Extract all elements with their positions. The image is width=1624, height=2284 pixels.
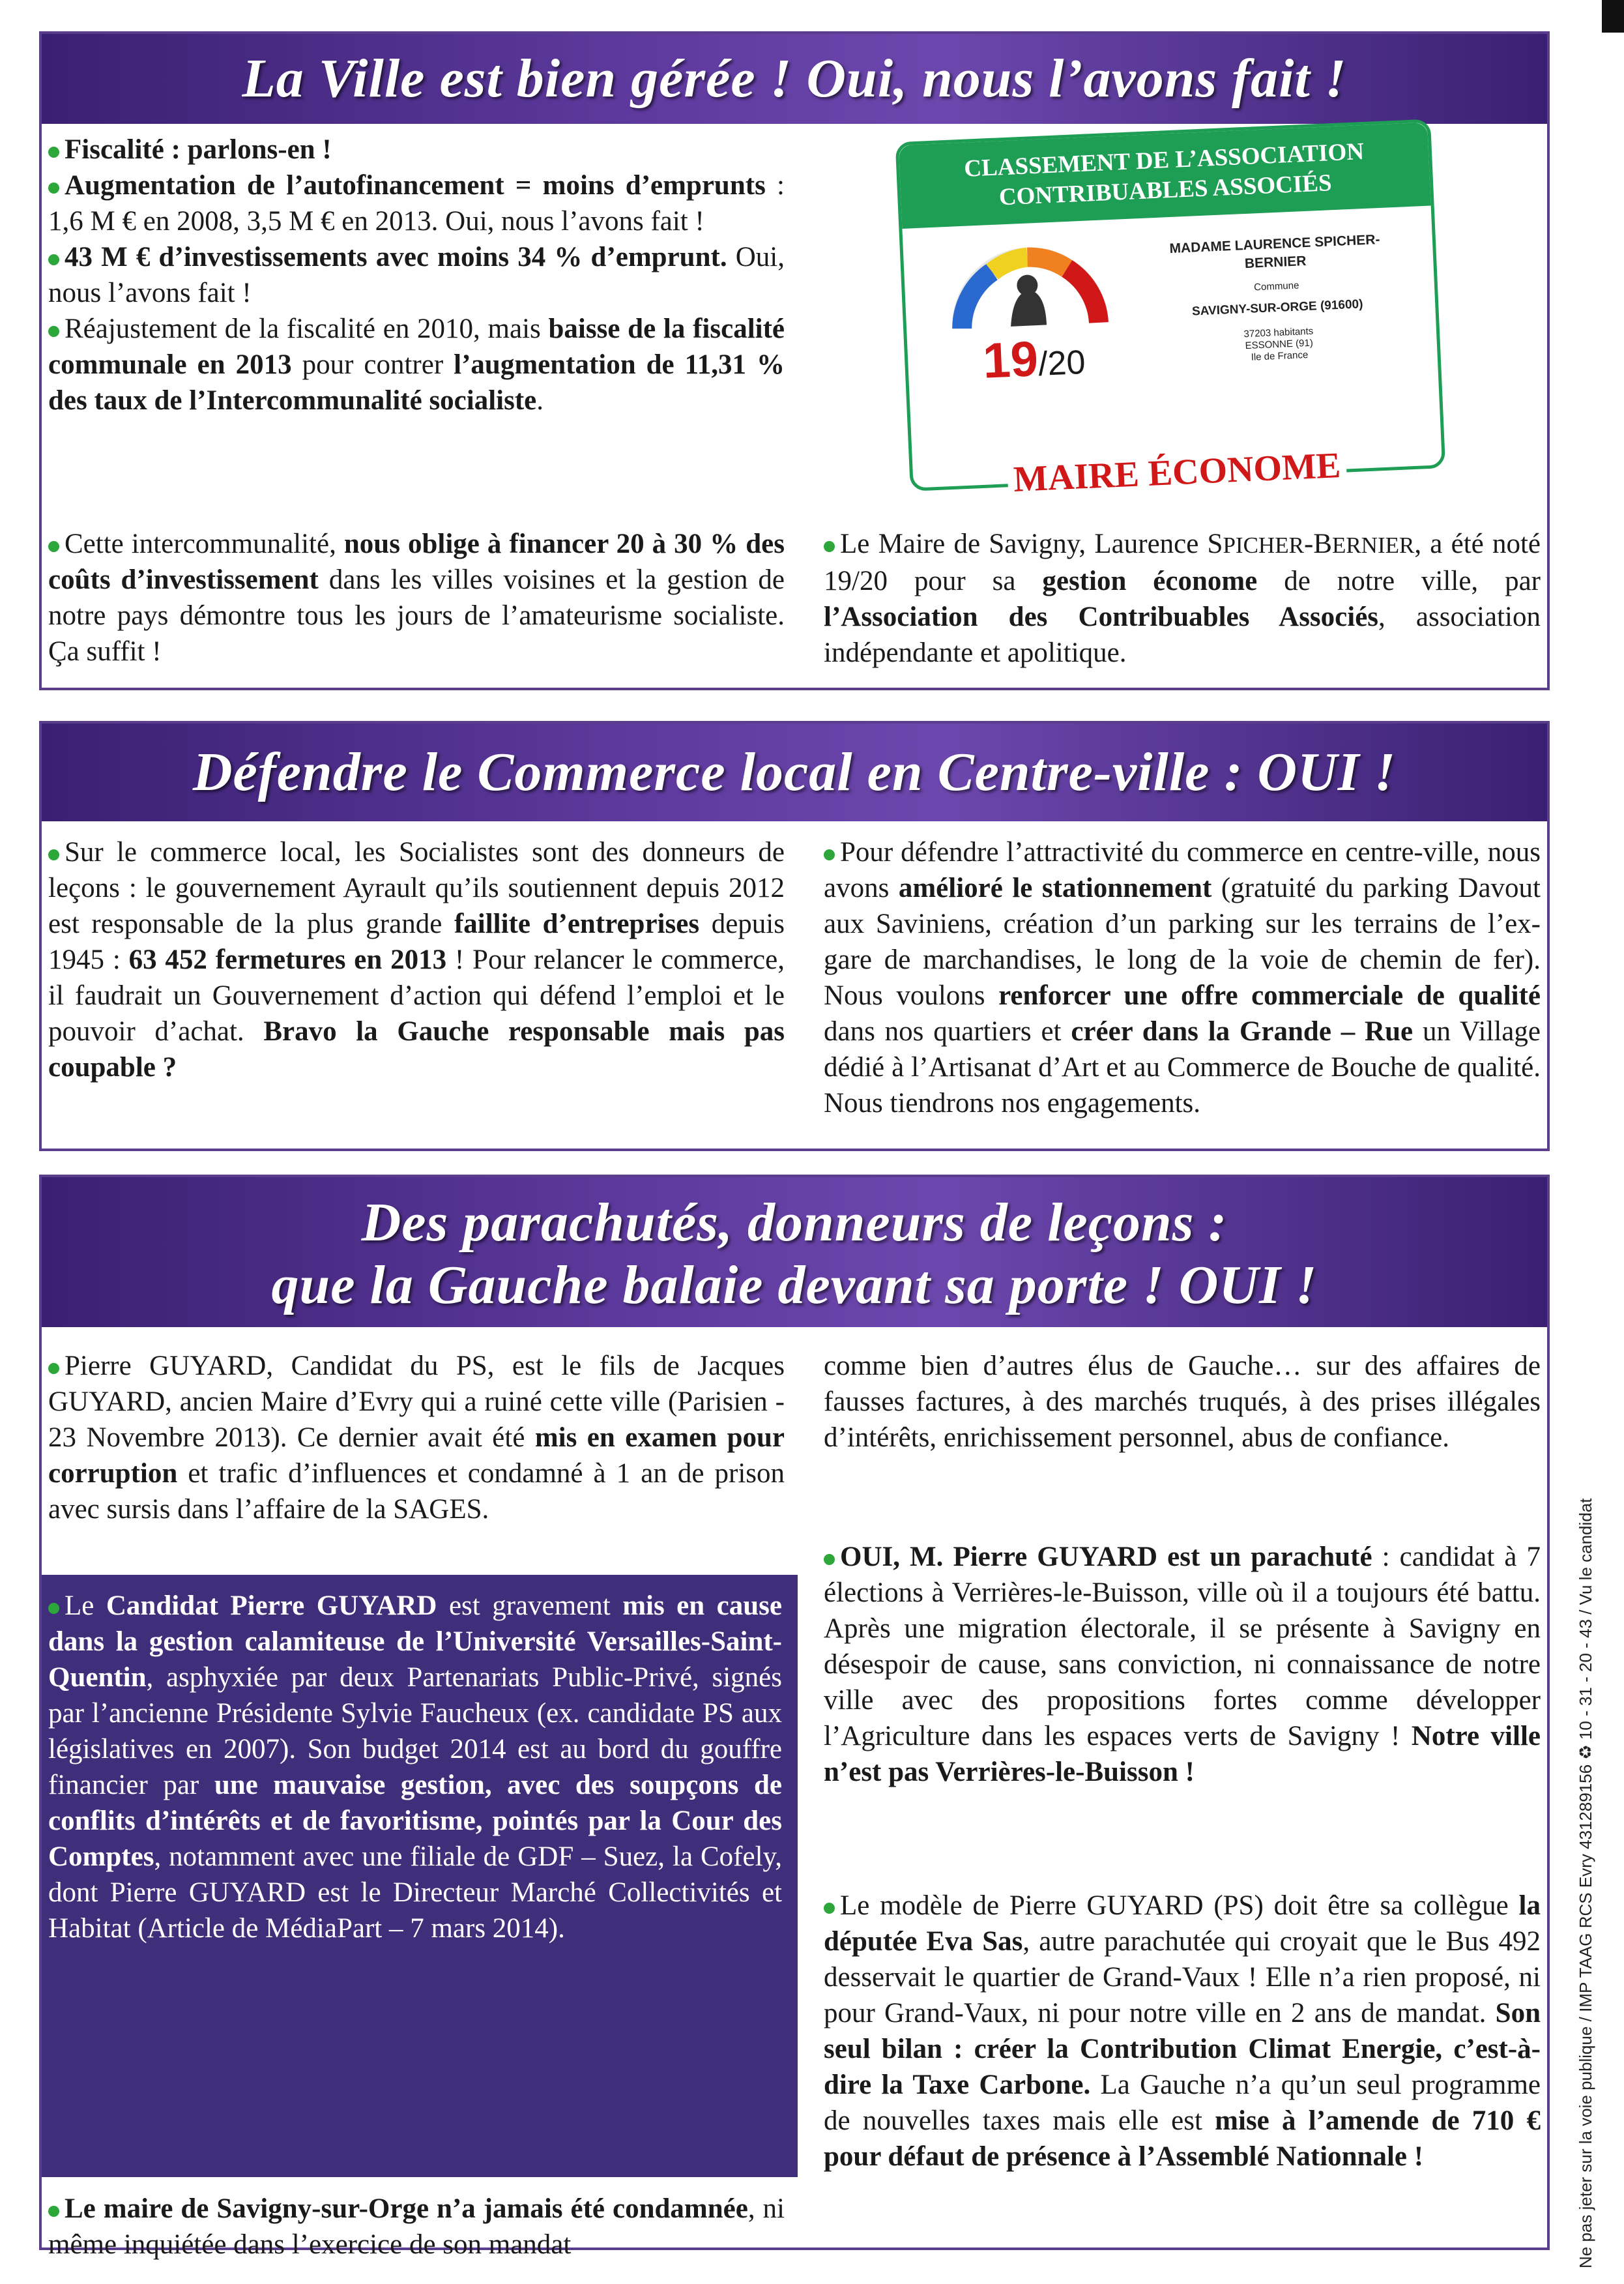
bullet-icon [48, 849, 59, 860]
commerce-text-left: Sur le commerce local, les Socialistes sont des donneurs de leçons : le gouvernement Ayrault qu’ils soutiennent depuis 2012 est responsable de la plus grande faillite d’entreprises depuis 1945 : 63 452 fermetures en 2013 ! Pour relancer le commerce, il faudrait un Gouvernement d’action qui défend l’emploi et le pouvoir d’achat. Bravo la Gauche responsable mais pas coupable ? [48, 837, 785, 1083]
department: ESSONNE (91) [1245, 337, 1314, 352]
bullet-icon [48, 254, 59, 265]
affairs-text: comme bien d’autres élus de Gauche… sur des affaires de fausses factures, à des marchés truqués, à des prises illégales d’intérêts, enrichissement personnel, abus de confiance. [824, 1351, 1541, 1453]
ranking-badge [895, 119, 1450, 523]
bullet-icon [48, 2206, 59, 2217]
legal-notice: Ne pas jeter sur la voie publique / IMP TAAG RCS Evry 431289156 ♻ 10 - 31 - 20 - 43 / Vu le candidat [1576, 1498, 1595, 2268]
inhabitants: 37203 habitants [1243, 325, 1314, 340]
region: Ile de France [1251, 349, 1309, 363]
mayor-record-text: Le maire de Savigny-sur-Orge n’a jamais été condamnée, ni même inquiétée dans l’exercice de son mandat [48, 2193, 785, 2260]
bullet-icon [824, 1554, 835, 1565]
section-local-commerce [39, 721, 1550, 1151]
section-title: Défendre le Commerce local en Centre-ville : OUI ! [42, 724, 1547, 821]
commerce-text-right: Pour défendre l’attractivité du commerce en centre-ville, nous avons amélioré le stationnement (gratuité du parking Davout aux Saviniens, création d’un parking sur les terrains de l’ex-gare de marchandises, le long de la voie de chemin de fer). Nous voulons renforcer une offre commerciale de qualité dans nos quartiers et créer dans la Grande – Rue un Village dédié à l’Artisanat d’Art et au Commerce de Bouche de qualité. Nous tiendrons nos engagements. [824, 837, 1541, 1119]
bullet-icon [48, 326, 59, 337]
university-box: Le Candidat Pierre GUYARD est gravement mis en cause dans la gestion calamiteuse de l’Université Versailles-Saint-Quentin, asphyxiée par deux Partenariats Public-Privé, signés par l’ancienne Présidente Sylvie Faucheux (ex. candidate PS aux législatives en 2007). Son budget 2014 est au bord du gouffre financier par une mauvaise gestion, avec des soupçons de conflits d’intérêts et de favoritisme, pointés par la Cour des Comptes, notamment avec une filiale de GDF – Suez, la Cofely, dont Pierre GUYARD est le Directeur Marché Collectivités et Habitat (Article de MédiaPart – 7 mars 2014). [42, 1575, 798, 2177]
mayor-name: MADAME LAURENCE SPICHER-BERNIER [1169, 232, 1380, 272]
bullet-icon [48, 183, 59, 194]
registration-mark [1602, 0, 1624, 33]
gauge-icon [946, 237, 1112, 336]
commune-name: SAVIGNY-SUR-ORGE (91600) [1191, 297, 1363, 319]
bullet-icon [824, 849, 835, 860]
section-parachuted [39, 1175, 1550, 2260]
bullet-icon [48, 1603, 59, 1614]
badge-header: CLASSEMENT DE L’ASSOCIATION CONTRIBUABLES ASSOCIÉS [899, 123, 1431, 229]
section-city-management [39, 31, 1550, 690]
commune-label: Commune [1253, 280, 1299, 293]
bullet-icon [48, 1363, 59, 1374]
mayor-rating-text: Le Maire de Savigny, Laurence SPICHER-BERNIER, a été noté 19/20 pour sa gestion économe de notre ville, par l’Association des Contribuables Associés, association indépendante et apolitique. [824, 529, 1541, 668]
section-title: La Ville est bien gérée ! Oui, nous l’avons fait ! [42, 34, 1547, 124]
section-title: Des parachutés, donneurs de leçons : que la Gauche balaie devant sa porte ! OUI ! [42, 1177, 1547, 1327]
badge-footer: MAIRE ÉCONOME [1007, 443, 1348, 503]
bullet-icon [48, 147, 59, 158]
bullet-icon [824, 541, 835, 552]
fiscal-text-left: Fiscalité : parlons-en ! Augmentation de l’autofinancement = moins d’emprunts : 1,6 M € en 2008, 3,5 M € en 2013. Oui, nous l’avons fait ! 43 M € d’investissements avec moins 34 % d’emprunt. Oui, nous l’avons fait ! Réajustement de la fiscalité en 2010, mais baisse de la fiscalité communale en 2013 pour contrer l’augmentation de 11,31 % des taux de l’Intercommunalité socialiste. [48, 134, 785, 416]
guyard-father-text: Pierre GUYARD, Candidat du PS, est le fils de Jacques GUYARD, ancien Maire d’Evry qui a ruiné cette ville (Parisien - 23 Novembre 2013). Ce dernier avait été mis en examen pour corruption et trafic d’influences et condamné à 1 an de prison avec sursis dans l’affaire de la SAGES. [48, 1351, 785, 1525]
eva-sas-text: Le modèle de Pierre GUYARD (PS) doit être sa collègue la députée Eva Sas, autre parachutée qui croyait que le Bus 492 desservait le quartier de Grand-Vaux ! Elle n’a rien proposé, ni pour Grand-Vaux, ni pour notre ville en 2 ans de mandat. Son seul bilan : créer la Contribution Climat Energie, c’est-à-dire la Taxe Carbone. La Gauche n’a qu’un seul programme de nouvelles taxes mais elle est mise à l’amende de 710 € pour défaut de présence à l’Assemblé Nationnale ! [824, 1890, 1541, 2172]
score-value: 19 [981, 331, 1039, 389]
score-max: /20 [1037, 343, 1086, 384]
intercommunality-text: Cette intercommunalité, nous oblige à financer 20 à 30 % des coûts d’investissement dans les villes voisines et la gestion de notre pays démontre tous les jours de l’amateurisme socialiste. Ça suffit ! [48, 529, 785, 667]
parachuted-text: OUI, M. Pierre GUYARD est un parachuté : candidat à 7 élections à Verrières-le-Buisson, ville où il a toujours été battu. Après une migration électorale, il se présente à Savigny en désespoir de cause, sans conviction, ni connaissance de notre ville avec des propositions fortes comme développer l’Agriculture dans les espaces verts de Savigny ! Notre ville n’est pas Verrières-le-Buisson ! [824, 1542, 1541, 1787]
bullet-icon [48, 541, 59, 552]
bullet-icon [824, 1903, 835, 1914]
